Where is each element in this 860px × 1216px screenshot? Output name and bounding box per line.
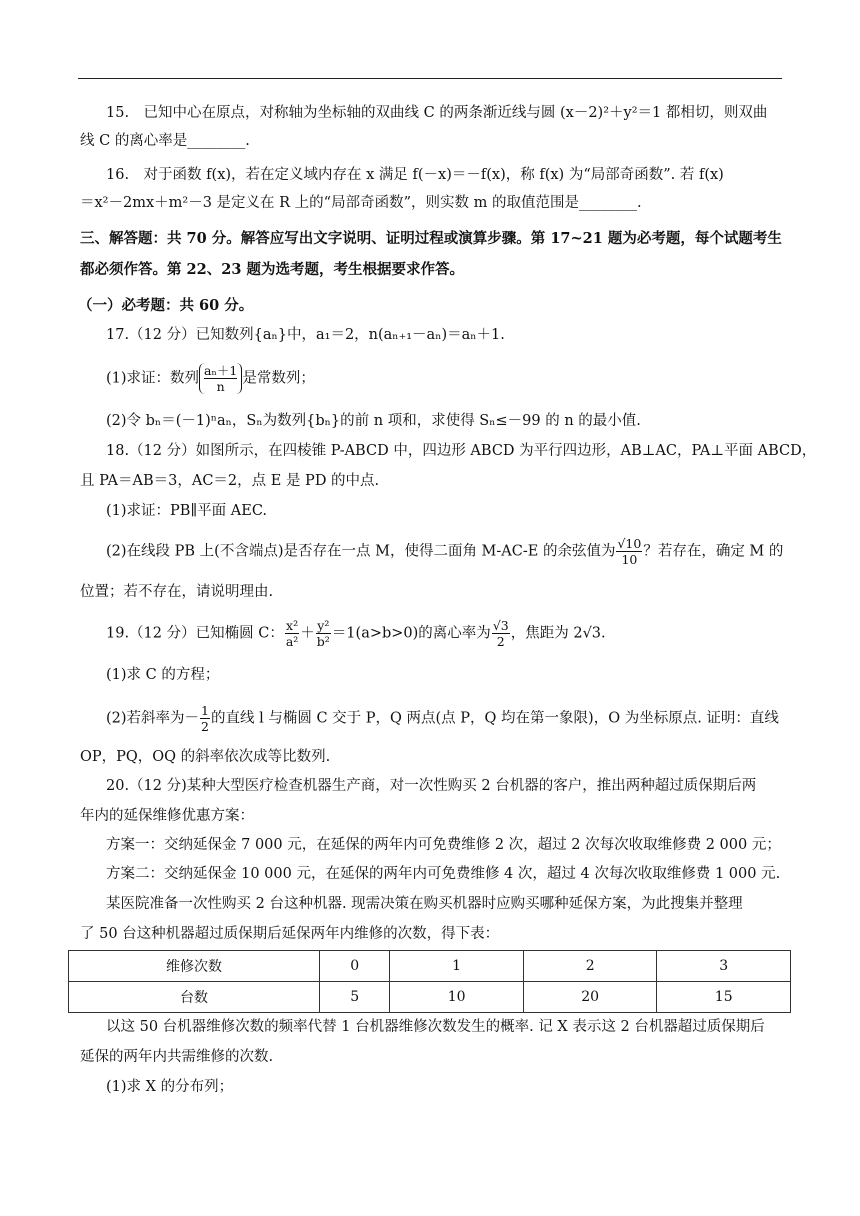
q19-eccentricity-numerator: √3 [492,618,509,633]
table-row-label: 台数 [69,982,320,1013]
q18-part2-suffix: ？若存在，确定 M 的 [643,543,784,560]
q18-part2 [106,536,782,567]
table-row [69,951,791,982]
q19-slope-numerator: 1 [201,703,209,718]
q15-line2: 线 C 的离心率是________. [80,133,250,149]
q16-line1: 16. 对于函数 f(x)，若在定义域内存在 x 满足 f(－x)＝－f(x)，称 f(x) 为“局部奇函数”. 若 f(x) [106,167,724,183]
q18-fraction-numerator: √10 [617,536,642,551]
table-cell: 15 [657,982,791,1013]
q18-stem-line2: 且 PA＝AB＝3，AC＝2，点 E 是 PD 的中点. [80,473,380,489]
q18-part1: (1)求证：PB∥平面 AEC. [106,503,268,519]
q19-stem-middle: ＝1(a>b>0)的离心率为 [331,625,491,642]
q17-stem: 17.（12 分）已知数列{aₙ}中，a₁＝2，n(aₙ₊₁－aₙ)＝aₙ＋1. [106,327,505,343]
q17-part1-suffix: 是常数列； [242,370,315,387]
q19-eccentricity-denominator: 2 [496,634,505,649]
q19-slope-denominator: 2 [201,719,209,734]
q20-context-line1: 某医院准备一次性购买 2 台这种机器. 现需决策在购买机器时应购买哪种延保方案，为此搜集并整理 [106,896,743,912]
header-rule [78,78,782,79]
table-cell: 2 [523,951,657,982]
q19-part1: (1)求 C 的方程； [106,667,220,683]
q18-stem-line1: 18.（12 分）如图所示，在四棱锥 P-ABCD 中，四边形 ABCD 为平行四边形，AB⊥AC，PA⊥平面 ABCD， [106,443,817,459]
q17-part1 [106,363,782,394]
section3-heading-line1: 三、解答题：共 70 分。解答应写出文字说明、证明过程或演算步骤。第 17~21 题为必考题，每个试题考生 [80,230,782,247]
q19-stem [106,618,782,649]
table-row-label: 维修次数 [69,951,320,982]
q19-slope-fraction [200,703,210,734]
q20-part1: (1)求 X 的分布列； [106,1079,234,1095]
q17-sequence-fraction [199,363,242,394]
q20-probability-line1: 以这 50 台机器维修次数的频率代替 1 台机器维修次数发生的概率. 记 X 表示这 2 台机器超过质保期后 [106,1019,765,1035]
q19-part2-prefix: (2)若斜率为－ [106,710,200,727]
q19-part2-line2: OP，PQ，OQ 的斜率依次成等比数列. [80,749,331,765]
q19-x-denominator: a² [285,634,299,649]
q18-fraction-denominator: 10 [621,552,638,567]
q17-part1-prefix: (1)求证：数列 [106,370,200,387]
q16-line2: ＝x²－2mx＋m²－3 是定义在 R 上的“局部奇函数”，则实数 m 的取值范围是________. [80,195,642,211]
required-section-heading: （一）必考题：共 60 分。 [78,297,254,314]
q19-x-numerator: x² [286,618,299,633]
section3-heading-line2: 都必须作答。第 22、23 题为选考题，考生根据要求作答。 [80,261,464,278]
q18-cosine-fraction [616,536,642,567]
table-row [69,982,791,1013]
q20-stem-line2: 年内的延保维修优惠方案： [80,808,254,824]
q20-plan-one: 方案一：交纳延保金 7 000 元，在延保的两年内可免费维修 2 次，超过 2 次每次收取维修费 2 000 元； [106,837,781,853]
q20-context-line2: 了 50 台这种机器超过质保期后延保两年内维修的次数，得下表： [80,926,500,942]
q20-stem-line1: 20.（12 分)某种大型医疗检查机器生产商，对一次性购买 2 台机器的客户，推出两种超过质保期后两 [106,778,757,794]
q19-y-denominator: b² [316,634,330,649]
q20-probability-line2: 延保的两年内共需维修的次数. [80,1049,274,1065]
q19-y-fraction [316,618,331,649]
q19-y-numerator: y² [317,618,330,633]
table-cell: 1 [390,951,524,982]
q19-stem-suffix: ，焦距为 2√3. [510,625,606,642]
q20-plan-two: 方案二：交纳延保金 10 000 元，在延保的两年内可免费维修 4 次，超过 4 次每次收取维修费 1 000 元. [106,866,781,882]
q19-plus-sign: ＋ [300,625,315,642]
table-cell: 5 [320,982,390,1013]
q17-part2: (2)令 bₙ＝(－1)ⁿaₙ，Sₙ为数列{bₙ}的前 n 项和，求使得 Sₙ≤－99 的 n 的最小值. [106,413,641,429]
q17-fraction-denominator: n [216,379,225,394]
q17-fraction-numerator: aₙ＋1 [204,363,238,378]
q18-part2-prefix: (2)在线段 PB 上(不含端点)是否存在一点 M，使得二面角 M-AC-E 的余弦值为 [106,543,616,560]
q19-x-fraction [285,618,299,649]
repair-count-table [68,950,791,1013]
q19-eccentricity-fraction [492,618,510,649]
q18-part2-line2: 位置；若不存在，请说明理由. [80,584,274,600]
table-cell: 10 [390,982,524,1013]
table-cell: 0 [320,951,390,982]
q15-line1: 15. 已知中心在原点，对称轴为坐标轴的双曲线 C 的两条渐近线与圆 (x－2)²＋y²＝1 都相切，则双曲 [106,105,768,121]
q19-part2-suffix: 的直线 l 与椭圆 C 交于 P，Q 两点(点 P，Q 均在第一象限)，O 为坐标原点. 证明：直线 [211,710,779,727]
q19-part2 [106,703,782,734]
table-cell: 20 [523,982,657,1013]
q19-stem-prefix: 19.（12 分）已知椭圆 C： [106,625,284,642]
table-cell: 3 [657,951,791,982]
